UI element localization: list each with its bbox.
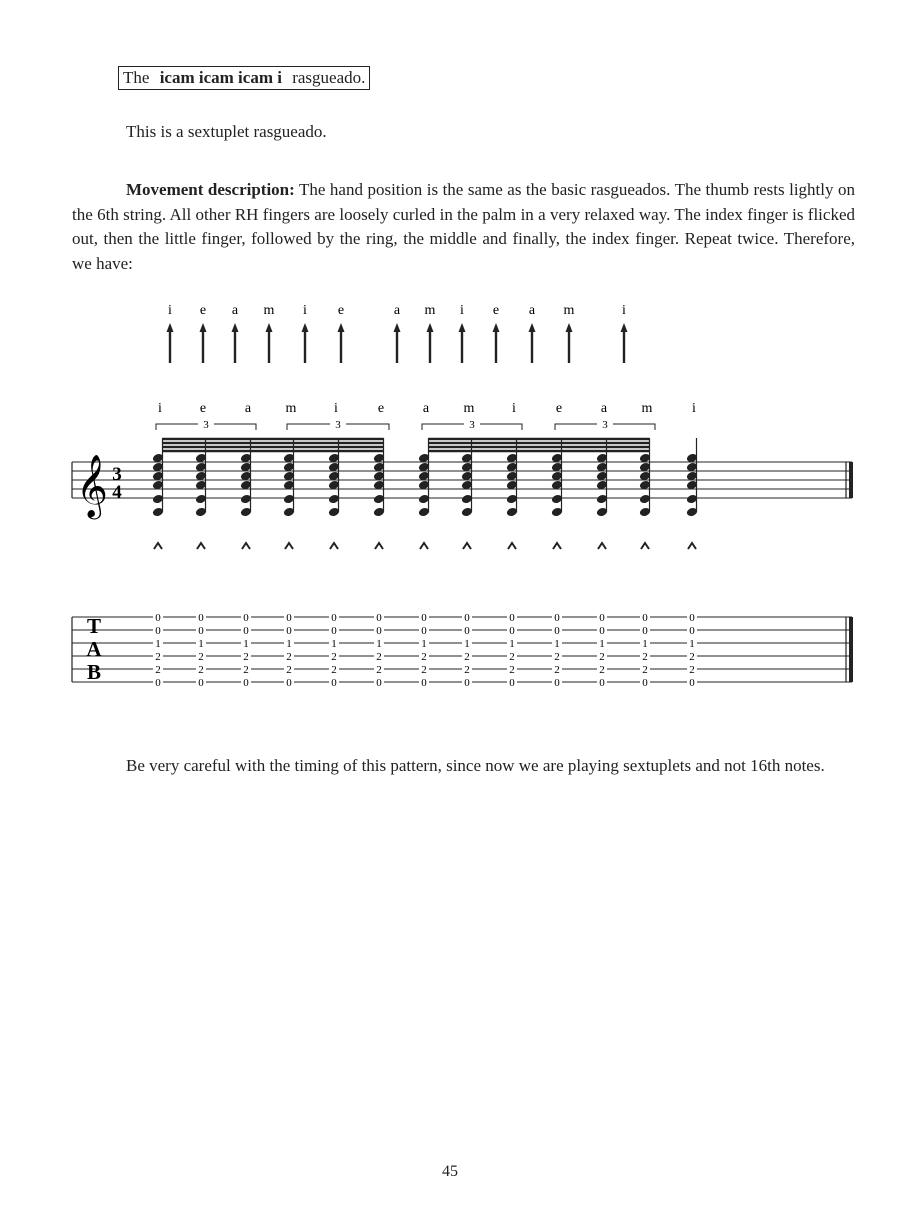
tab-fret-number: 2 [376,651,382,663]
stroke-arrow-head [566,323,573,332]
tab-fret-number: 2 [599,664,605,676]
tab-fret-number: 2 [243,651,249,663]
accent-mark [330,543,338,549]
tuplet-number: 3 [469,419,475,431]
tab-fret-number: 2 [642,664,648,676]
tab-fret-number: 0 [642,677,648,689]
tab-fret-number: 1 [421,638,427,650]
tab-fret-number: 0 [689,612,695,624]
time-signature-top: 3 [112,464,122,485]
notation-finger-label: a [600,401,608,416]
tab-fret-number: 2 [198,651,204,663]
notation-finger-label: m [641,401,653,416]
tab-fret-number: 1 [286,638,292,650]
notation-finger-label: m [285,401,297,416]
tab-fret-number: 0 [155,677,161,689]
tab-fret-number: 0 [421,677,427,689]
movement-paragraph [72,178,855,276]
tab-fret-number: 0 [464,612,470,624]
tab-fret-number: 0 [376,677,382,689]
tab-fret-number: 0 [689,625,695,637]
tab-fret-number: 2 [198,664,204,676]
stroke-arrow-head [167,323,174,332]
tab-fret-number: 0 [599,677,605,689]
stroke-arrow-head [232,323,239,332]
tab-fret-number: 0 [198,625,204,637]
tab-fret-number: 1 [243,638,249,650]
accent-mark [598,543,606,549]
tab-fret-number: 0 [198,677,204,689]
tab-fret-number: 0 [155,612,161,624]
tablature [72,612,852,689]
tab-fret-number: 2 [464,651,470,663]
tab-fret-number: 1 [464,638,470,650]
stroke-finger-label: e [492,303,500,318]
stroke-arrow-head [394,323,401,332]
notation-finger-label: i [334,401,338,416]
tab-fret-number: 2 [286,664,292,676]
accent-mark [420,543,428,549]
stroke-arrow-head [529,323,536,332]
tab-fret-number: 1 [689,638,695,650]
stroke-finger-label: a [231,303,239,318]
notation-finger-label: e [555,401,563,416]
stroke-finger-label: i [460,303,464,318]
tab-fret-number: 0 [509,612,515,624]
tuplet-number: 3 [203,419,209,431]
accent-mark [463,543,471,549]
notation-finger-label: a [422,401,430,416]
accent-mark [285,543,293,549]
tab-fret-number: 0 [509,625,515,637]
tab-fret-number: 0 [331,612,337,624]
tab-fret-number: 0 [599,625,605,637]
accent-mark [688,543,696,549]
tab-fret-number: 1 [331,638,337,650]
notation-finger-label: e [377,401,385,416]
tab-fret-number: 0 [155,625,161,637]
page-number: 45 [442,1163,458,1180]
accent-mark [508,543,516,549]
tab-clef-letter: A [86,637,102,661]
tab-fret-number: 0 [243,625,249,637]
tab-fret-number: 0 [464,625,470,637]
treble-clef-icon: 𝄞 [76,456,108,516]
tab-fret-number: 0 [376,612,382,624]
stroke-finger-label: i [303,303,307,318]
stroke-finger-label: e [199,303,207,318]
tab-fret-number: 1 [599,638,605,650]
accent-mark [154,543,162,549]
title-prefix: The [123,68,150,87]
stroke-arrow-head [459,323,466,332]
tab-fret-number: 0 [554,625,560,637]
accent-mark [553,543,561,549]
tab-fret-number: 2 [243,664,249,676]
tab-fret-number: 2 [331,651,337,663]
stroke-arrow-head [200,323,207,332]
notation-finger-label: i [512,401,516,416]
title-suffix: rasgueado. [292,68,366,87]
tab-fret-number: 2 [599,651,605,663]
tab-fret-number: 2 [376,664,382,676]
tab-fret-number: 2 [464,664,470,676]
tab-fret-number: 0 [599,612,605,624]
tab-fret-number: 0 [464,677,470,689]
tab-fret-number: 0 [642,625,648,637]
stroke-finger-label: a [393,303,401,318]
tab-fret-number: 2 [509,664,515,676]
notation-finger-label: a [244,401,252,416]
music-notation [0,290,900,700]
tab-fret-number: 2 [421,651,427,663]
tuplet-number: 3 [602,419,608,431]
stroke-arrow-head [266,323,273,332]
movement-label: Movement description: [126,180,295,199]
notation-finger-label: e [199,401,207,416]
stroke-finger-label: i [168,303,172,318]
stroke-finger-label: a [528,303,536,318]
tab-fret-number: 0 [243,677,249,689]
movement-text: The hand position is the same as the basic rasgueados. The thumb rests lightly on the 6th string. All other RH fingers are loosely curled in the palm in a very relaxed way. The index finger is flicked out, then the little finger, followed by the ring, the middle and finally, the index finger. Repeat twice. Therefore, we have: [72,180,855,273]
tab-fret-number: 1 [642,638,648,650]
tab-fret-number: 0 [331,677,337,689]
tab-fret-number: 1 [509,638,515,650]
notation-finger-label: m [463,401,475,416]
tab-fret-number: 1 [155,638,161,650]
tab-fret-number: 0 [509,677,515,689]
tab-fret-number: 1 [554,638,560,650]
tab-fret-number: 0 [198,612,204,624]
tab-fret-number: 0 [689,677,695,689]
tab-fret-number: 1 [376,638,382,650]
stroke-finger-label: m [563,303,575,318]
stroke-finger-label: i [622,303,626,318]
tab-fret-number: 0 [286,677,292,689]
time-signature-bottom: 4 [112,482,122,503]
tab-fret-number: 2 [509,651,515,663]
accent-mark [242,543,250,549]
stroke-finger-label: m [263,303,275,318]
tab-fret-number: 2 [689,664,695,676]
stroke-arrow-head [427,323,434,332]
section-title [118,66,370,90]
tab-fret-number: 2 [155,651,161,663]
tab-fret-number: 2 [421,664,427,676]
tab-fret-number: 2 [155,664,161,676]
tuplet-number: 3 [335,419,341,431]
tab-fret-number: 2 [331,664,337,676]
tab-fret-number: 1 [198,638,204,650]
accent-mark [641,543,649,549]
tab-fret-number: 2 [286,651,292,663]
stroke-diagram [167,303,628,363]
notation-finger-label: i [158,401,162,416]
stroke-arrow-head [621,323,628,332]
tab-fret-number: 0 [286,612,292,624]
tab-fret-number: 0 [243,612,249,624]
tab-fret-number: 2 [642,651,648,663]
title-pattern: icam icam icam i [159,68,282,87]
closing-paragraph: Be very careful with the timing of this pattern, since now we are playing sextuplets and not 16th notes. [126,756,825,775]
tab-fret-number: 0 [642,612,648,624]
stroke-finger-label: e [337,303,345,318]
tab-fret-number: 0 [421,612,427,624]
stroke-finger-label: m [424,303,436,318]
tab-clef-letter: T [86,614,102,638]
tab-fret-number: 2 [554,651,560,663]
tab-fret-number: 2 [554,664,560,676]
tab-clef-letter: B [86,660,102,684]
stroke-arrow-head [493,323,500,332]
tab-fret-number: 2 [689,651,695,663]
tab-fret-number: 0 [421,625,427,637]
stroke-arrow-head [338,323,345,332]
staff-notation [72,401,852,549]
accent-mark [375,543,383,549]
accent-mark [197,543,205,549]
stroke-arrow-head [302,323,309,332]
notation-finger-label: i [692,401,696,416]
tab-fret-number: 0 [554,612,560,624]
tab-fret-number: 0 [376,625,382,637]
intro-paragraph: This is a sextuplet rasgueado. [126,122,327,141]
tab-fret-number: 0 [331,625,337,637]
tab-fret-number: 0 [554,677,560,689]
tab-fret-number: 0 [286,625,292,637]
